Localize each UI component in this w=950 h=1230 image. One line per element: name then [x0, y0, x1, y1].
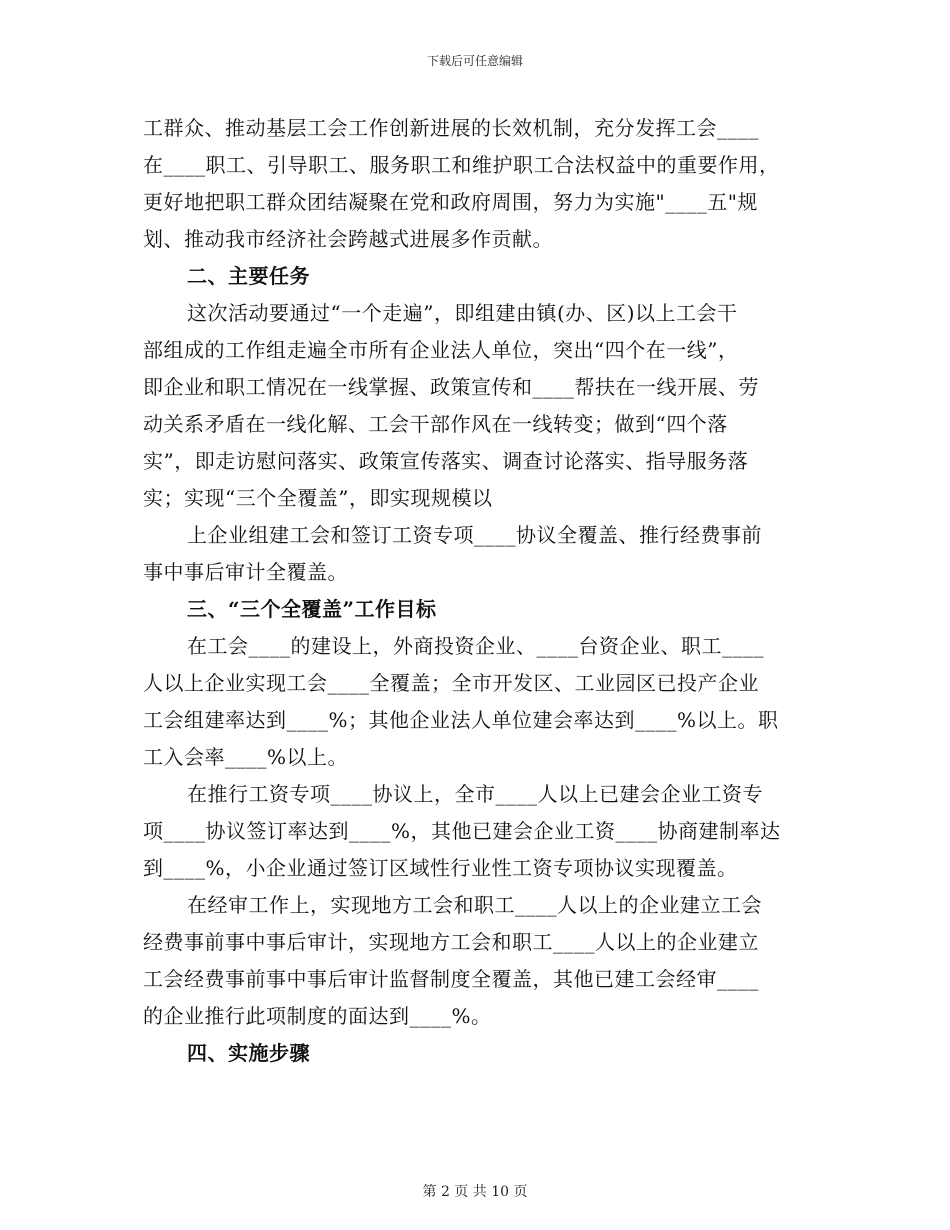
section-heading: 三、“三个全覆盖”工作目标 — [187, 597, 437, 621]
body-line: 事中事后审计全覆盖。 — [143, 560, 348, 584]
body-line: 即企业和职工情况在一线掌握、政策宣传和____帮扶在一线开展、劳 — [143, 375, 759, 399]
body-line: 划、推动我市经济社会跨越式进展多作贡献。 — [143, 227, 553, 251]
body-line: 在推行工资专项____协议上，全市____人以上已建会企业工资专 — [187, 782, 763, 806]
body-line: 在经审工作上，实现地方工会和职工____人以上的企业建立工会 — [187, 893, 762, 917]
body-line: 实；实现“三个全覆盖”，即实现规模以 — [143, 486, 493, 510]
body-line: 在____职工、引导职工、服务职工和维护职工合法权益中的重要作用， — [143, 153, 780, 177]
body-line: 动关系矛盾在一线化解、工会干部作风在一线转变；做到“四个落 — [143, 412, 728, 436]
body-line: 工会经费事前事中事后审计监督制度全覆盖，其他已建工会经审____ — [143, 967, 759, 991]
body-line: 经费事前事中事后审计，实现地方工会和职工____人以上的企业建立 — [143, 930, 759, 954]
body-line: 实”，即走访慰问落实、政策宣传落实、调查讨论落实、指导服务落 — [143, 449, 749, 473]
body-line: 这次活动要通过“一个走遍”，即组建由镇(办、区)以上工会干 — [187, 301, 738, 325]
body-line: 工入会率____%以上。 — [143, 745, 349, 769]
body-line: 部组成的工作组走遍全市所有企业法人单位，突出“四个在一线”， — [143, 338, 739, 362]
body-line: 项____协议签订率达到____%，其他已建会企业工资____协商建制率达 — [143, 819, 781, 843]
page-footer: 第 2 页 共 10 页 — [422, 1184, 528, 1200]
body-line: 在工会____的建设上，外商投资企业、____台资企业、职工____ — [187, 634, 764, 658]
body-line: 到____%，小企业通过签订区域性行业性工资专项协议实现覆盖。 — [143, 856, 738, 880]
section-heading: 四、实施步骤 — [187, 1041, 310, 1065]
body-line: 更好地把职工群众团结凝聚在党和政府周围，努力为实施"____五"规 — [143, 190, 758, 214]
body-line: 工会组建率达到____%；其他企业法人单位建会率达到____%以上。职 — [143, 708, 779, 732]
body-line: 人以上企业实现工会____全覆盖；全市开发区、工业园区已投产企业 — [143, 671, 759, 695]
page-header: 下载后可任意编辑 — [426, 54, 523, 68]
body-line: 上企业组建工会和签订工资专项____协议全覆盖、推行经费事前 — [187, 523, 762, 547]
document-body — [143, 110, 803, 1072]
section-heading: 二、主要任务 — [187, 264, 310, 288]
body-line: 的企业推行此项制度的面达到____%。 — [143, 1004, 492, 1028]
body-line: 工群众、推动基层工会工作创新进展的长效机制，充分发挥工会____ — [143, 116, 759, 140]
